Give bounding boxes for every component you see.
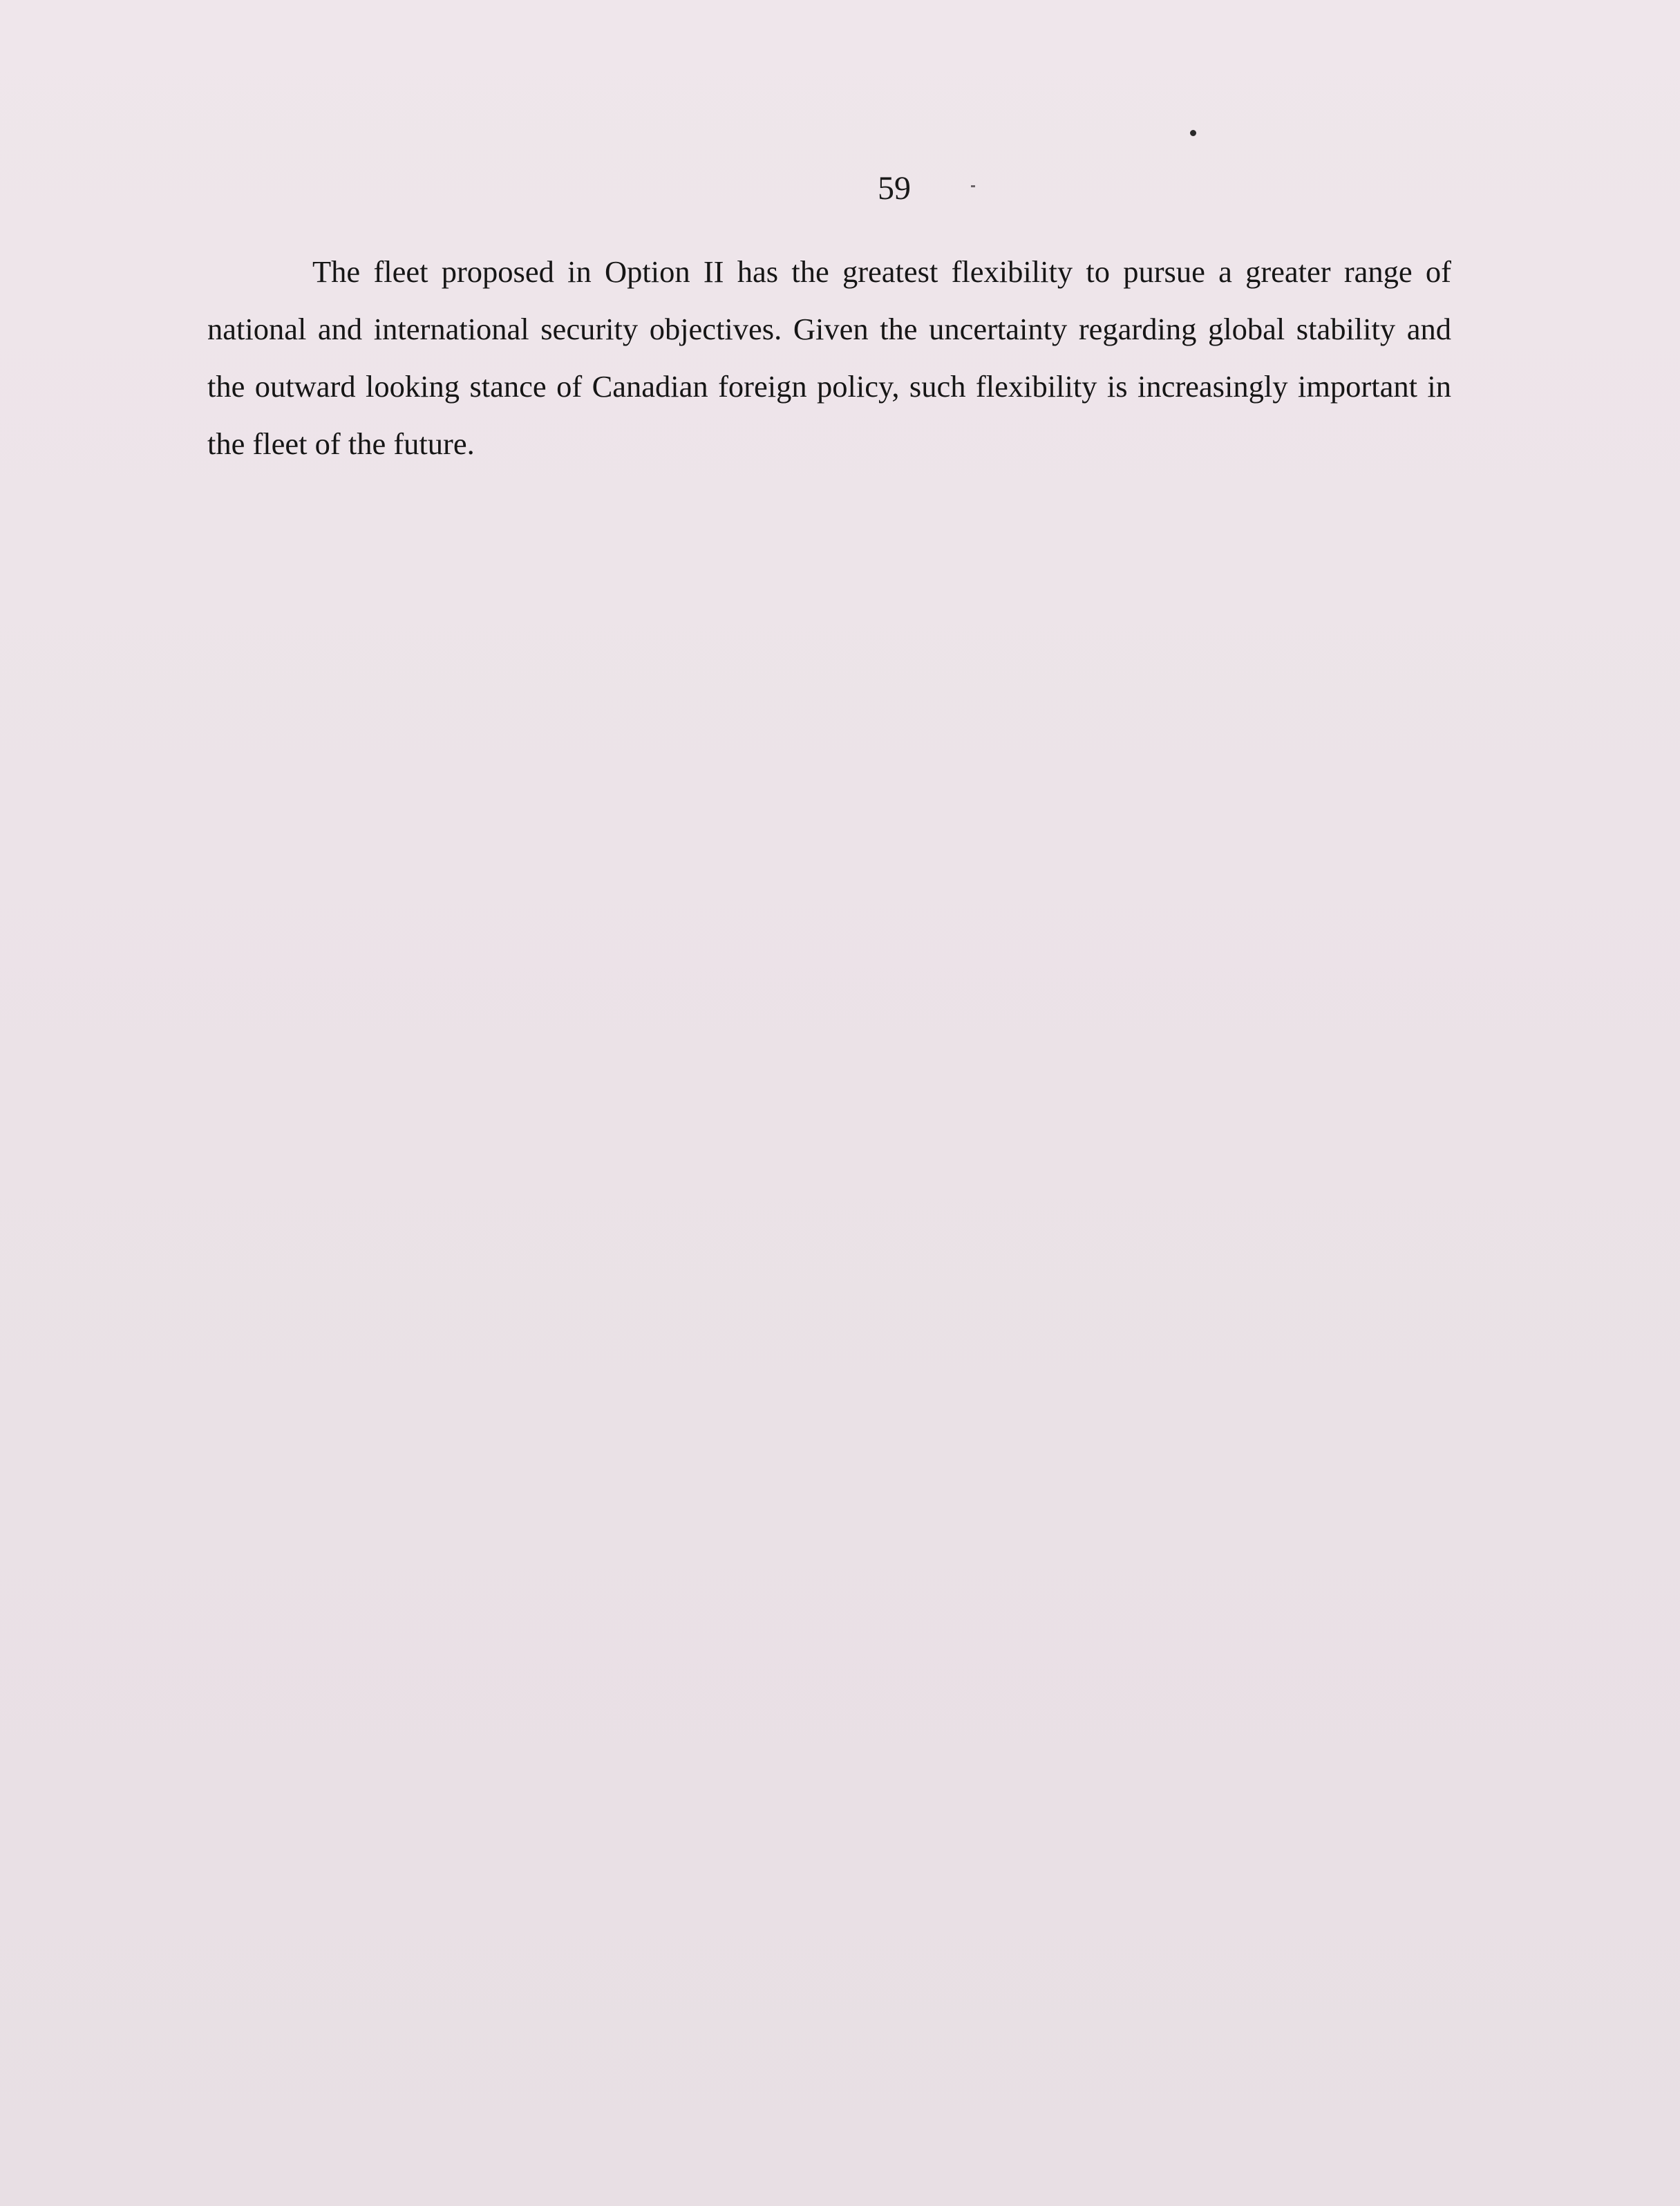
ink-mark xyxy=(971,185,975,187)
page-number: 59 xyxy=(878,170,911,207)
body-paragraph: The fleet proposed in Option II has the greatest flexibility to pursue a greater range of national and international security objectives. Given the uncertainty regarding global stability and the outward looking stance of Canadian foreign policy, such flexibility is increasingly important in the fleet of the future. xyxy=(207,254,1451,461)
ink-speck xyxy=(1190,130,1196,136)
